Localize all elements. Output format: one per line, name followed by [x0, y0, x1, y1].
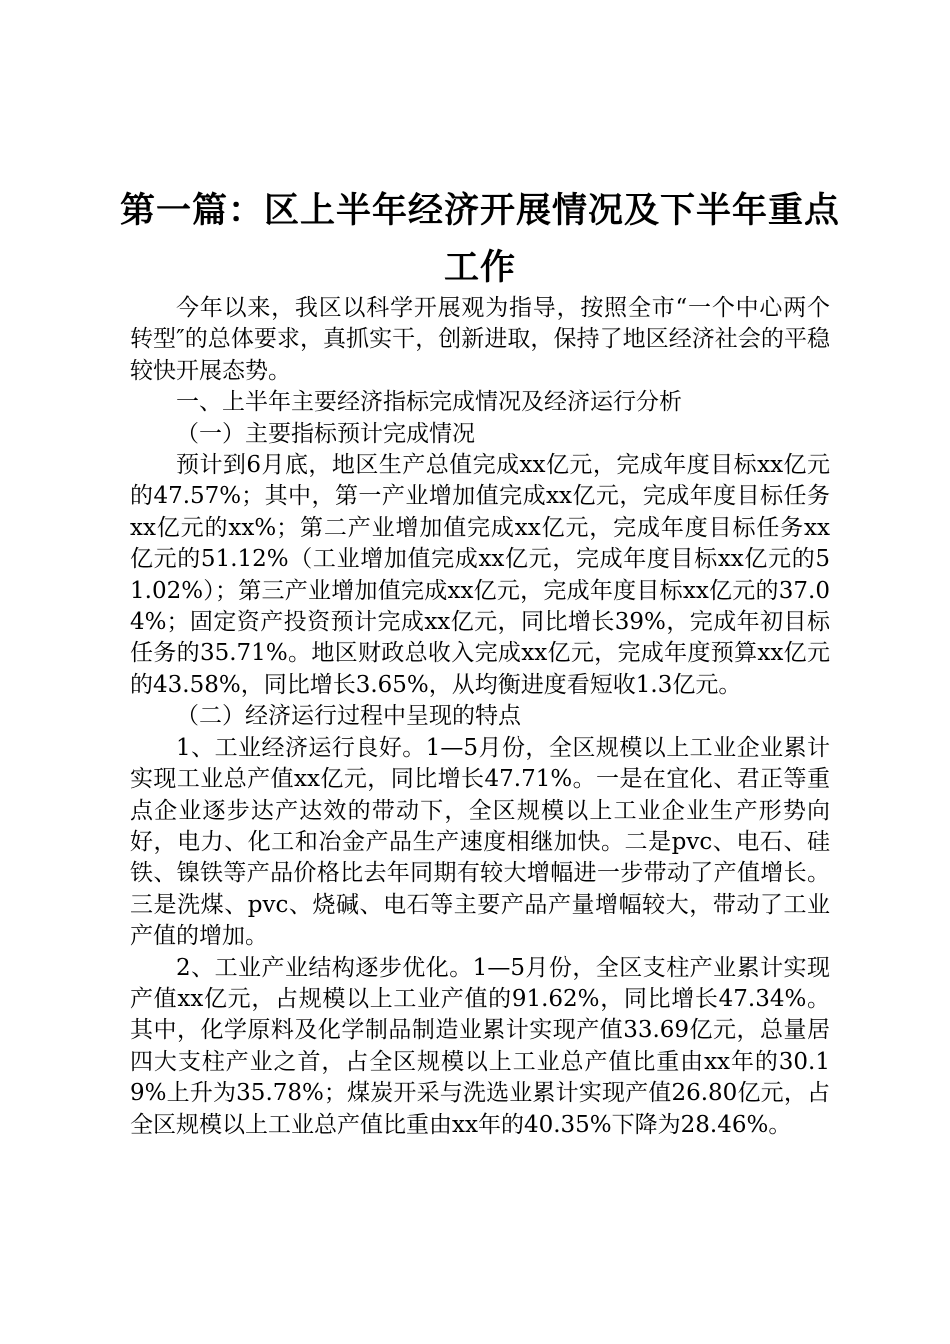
industry-paragraph-2: 2、工业产业结构逐步优化。1—5月份，全区支柱产业累计实现产值xx亿元，占规模以上工业产值的91.62%，同比增长47.34%。其中，化学原料及化学制品制造业累计实现产值33.69亿元，总量居四大支柱产业之首，占全区规模以上工业总产值比重由xx年的30.19%上升为35.78%；煤炭开采与洗选业累计实现产值26.80亿元，占全区规模以上工业总产值比重由xx年的40.35%下降为28.46%。 [130, 954, 830, 1138]
industry-paragraph-1: 1、工业经济运行良好。1—5月份，全区规模以上工业企业累计实现工业总产值xx亿元，同比增长47.71%。一是在宜化、君正等重点企业逐步达产达效的带动下，全区规模以上工业企业生产形势向好，电力、化工和冶金产品生产速度相继加快。二是pvc、电石、硅铁、镍铁等产品价格比去年同期有较大增幅进一步带动了产值增长。三是洗煤、pvc、烧碱、电石等主要产品产量增幅较大，带动了工业产值的增加。 [130, 734, 830, 950]
document-title-line-2: 工作 [443, 248, 516, 288]
indicators-paragraph: 预计到6月底，地区生产总值完成xx亿元，完成年度目标xx亿元的47.57%；其中，第一产业增加值完成xx亿元，完成年度目标任务xx亿元的xx%；第二产业增加值完成xx亿元，完成年度目标任务xx亿元的51.12%（工业增加值完成xx亿元，完成年度目标xx亿元的51.02%）；第三产业增加值完成xx亿元，完成年度目标xx亿元的37.04%；固定资产投资预计完成xx亿元，同比增长39%，完成年初目标任务的35.71%。地区财政总收入完成xx亿元，完成年度预算xx亿元的43.58%，同比增长3.65%，从均衡进度看短收1.3亿元。 [130, 452, 830, 698]
subsection-heading-1: （一）主要指标预计完成情况 [176, 420, 475, 447]
subsection-heading-2: （二）经济运行过程中呈现的特点 [176, 703, 521, 730]
intro-paragraph: 今年以来，我区以科学开展观为指导，按照全市“一个中心两个转型″的总体要求，真抓实干，创新进取，保持了地区经济社会的平稳较快开展态势。 [130, 295, 830, 384]
document-body [130, 293, 830, 1141]
section-heading-1: 一、上半年主要经济指标完成情况及经济运行分析 [176, 389, 682, 416]
document-title-line-1: 第一篇：区上半年经济开展情况及下半年重点 [119, 191, 840, 231]
